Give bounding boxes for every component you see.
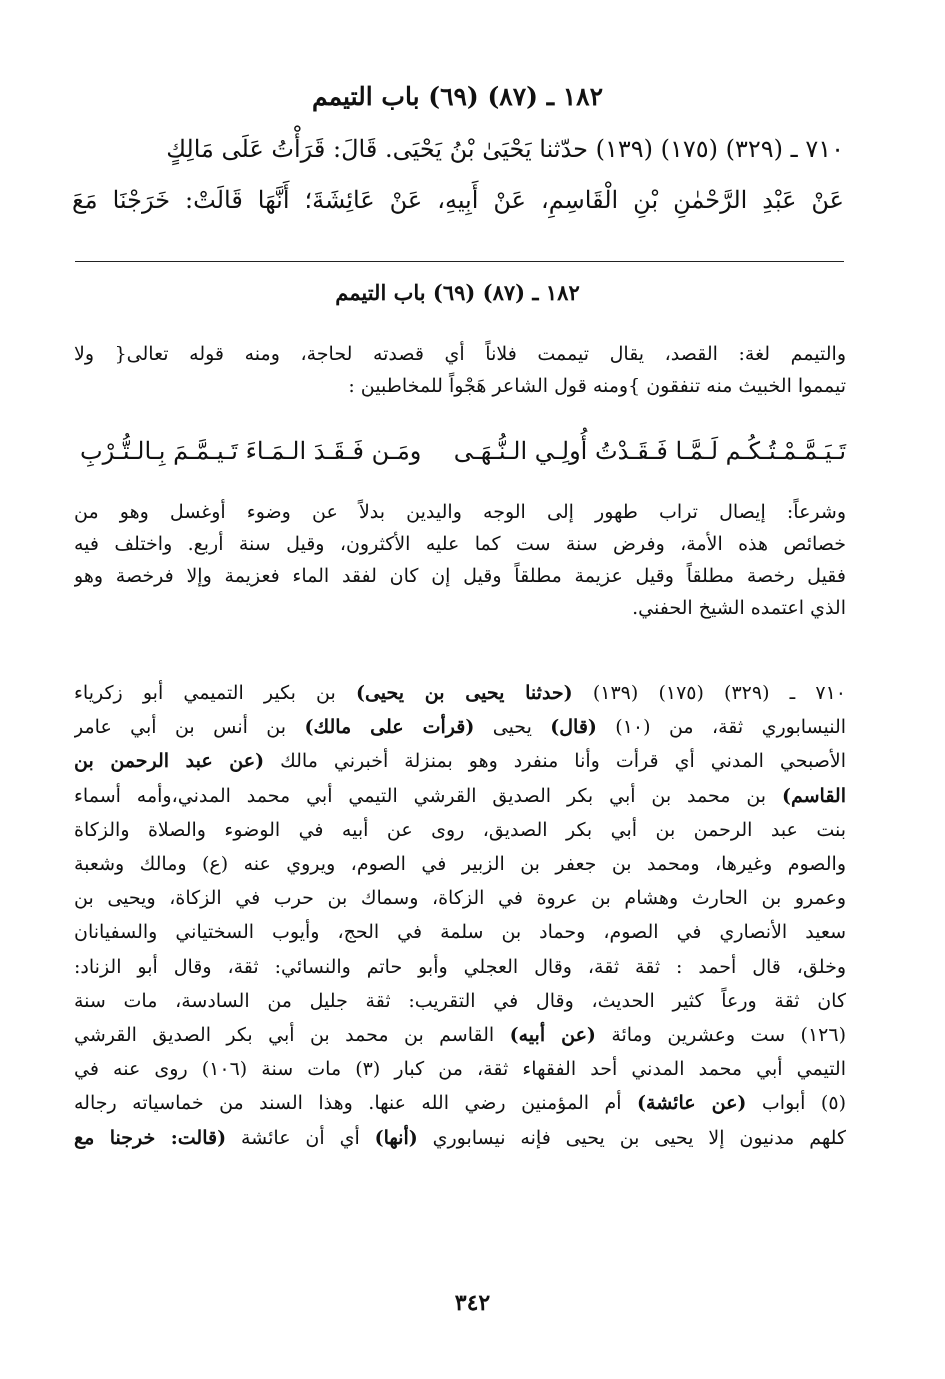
paragraph-line bbox=[74, 744, 846, 778]
commentary-text: يحيى bbox=[474, 716, 551, 739]
quoted-matn: (حدثنا يحيى بن يحيى) bbox=[355, 682, 573, 704]
commentary-text: بن أنس بن أبي عامر bbox=[74, 716, 305, 739]
quoted-matn: القاسم) bbox=[781, 784, 846, 807]
commentary-text: (١٢٦) ست وعشرين ومائة bbox=[595, 1024, 846, 1047]
poetry-verse bbox=[74, 437, 846, 477]
chapter-heading-matn: ١٨٢ ـ (٨٧) (٦٩) باب التيمم bbox=[311, 82, 604, 111]
footnote-divider bbox=[75, 261, 844, 262]
chapter-heading-commentary: ١٨٢ ـ (٨٧) (٦٩) باب التيمم bbox=[335, 280, 580, 305]
paragraph-line: وعمرو بن الحارث وهشام بن عروة في الزكاة، وسماك بن حرب في الزكاة، ويحيى بن bbox=[74, 887, 846, 910]
hadith-matn-line-2: عَنْ عَبْدِ الرَّحْمٰنِ بْنِ الْقَاسِمِ، عَنْ أَبِيهِ، عَنْ عَائِشَةَ؛ أَنَّهَا قَالَتْ: خَرَجْنَا مَعَ bbox=[72, 186, 844, 214]
commentary-text: أم المؤمنين رضي الله عنها. وهذا السند من خماسياته رجاله bbox=[74, 1092, 638, 1115]
paragraph-line: وشرعاً: إيصال تراب طهور إلى الوجه واليدين بدلاً عن وضوء أوغسل وهو من bbox=[74, 501, 846, 523]
commentary-text: القاسم بن محمد بن أبي بكر الصديق القرشي bbox=[74, 1024, 510, 1047]
verse-first-hemistich: تَـيَـمَّـمْـتُـكُـم لَـمَّـا فَـقَـدْتُ أُولِـي الـنُّـهَـى bbox=[453, 437, 846, 465]
commentary-text: الأصبحي المدني أي قرأت وأنا منفرد وهو بمنزلة أخبرني مالك bbox=[264, 750, 846, 773]
paragraph-line: خصائص هذه الأمة، وفرض سنة ست كما عليه الأكثرون، وقيل سنة أربع. واختلف فيه bbox=[74, 533, 846, 555]
paragraph-line bbox=[74, 1086, 846, 1120]
commentary-text: كلهم مدنيون إلا يحيى بن يحيى فإنه نيسابوري bbox=[417, 1126, 846, 1149]
commentary-text: أي أن عائشة bbox=[226, 1126, 375, 1149]
commentary-paragraph bbox=[74, 676, 846, 1155]
linguistic-definition-paragraph bbox=[74, 338, 846, 402]
paragraph-line: فقيل رخصة مطلقاً وقيل عزيمة مطلقاً وقيل إن كان لفقد الماء فعزيمة وإلا فرخصة وهو bbox=[74, 565, 846, 587]
page-number: ٣٤٢ bbox=[454, 1290, 491, 1316]
quoted-matn: (قال) bbox=[550, 716, 597, 739]
paragraph-line: والصوم وغيرها، ومحمد بن جعفر بن الزبير في الصوم، ويروي عنه (ع) ومالك وشعبة bbox=[74, 853, 846, 876]
paragraph-line: كان ثقة ورعاً كثير الحديث، وقال في التقريب: ثقة جليل من السادسة، مات سنة bbox=[74, 989, 846, 1012]
paragraph-line: وخلق، قال أحمد : ثقة ثقة، وقال العجلي وأبو حاتم والنسائي: ثقة، وقال أبو الزناد: bbox=[74, 955, 846, 978]
paragraph-line bbox=[74, 1121, 846, 1155]
quoted-matn: (قالت: خرجنا مع bbox=[74, 1126, 227, 1149]
quoted-matn: (عن عائشة) bbox=[637, 1092, 747, 1115]
paragraph-line: التيمي أبي محمد المدني أحد الفقهاء ثقة، من كبار (٣) مات سنة (١٠٦) روى عنه في bbox=[74, 1058, 846, 1081]
commentary-text: (٥) أبواب bbox=[746, 1092, 846, 1115]
commentary-text: النيسابوري ثقة، من (١٠) bbox=[596, 716, 846, 739]
paragraph-line: الذي اعتمده الشيخ الحفني. bbox=[632, 597, 846, 619]
paragraph-line bbox=[74, 710, 846, 744]
quoted-matn: (قرأت على مالك) bbox=[304, 716, 475, 739]
quoted-matn: (عن عبد الرحمن بن bbox=[74, 750, 265, 773]
paragraph-line: تيمموا الخبيث منه تنفقون }ومنه قول الشاعر هَجْواً للمخاطبين : bbox=[348, 375, 846, 397]
verse-second-hemistich: ومَـن فَـقَـدَ الـمَـاءَ تَـيـمَّـمَ بِـالـتُّـرْبِ bbox=[80, 437, 422, 465]
paragraph-line bbox=[74, 1018, 846, 1052]
paragraph-line: والتيمم لغة: القصد، يقال تيممت فلاناً أي قصدته لحاجة، ومنه قوله تعالى{ ولا bbox=[74, 343, 846, 365]
hadith-matn-line-1: ٧١٠ ـ (٣٢٩) (١٧٥) (١٣٩) حدّثنا يَحْيَىٰ بْنُ يَحْيَى. قَالَ: قَرَأْتُ عَلَى مَالِكٍ bbox=[166, 135, 844, 163]
quoted-matn: (أنها) bbox=[374, 1126, 418, 1149]
hadith-number: ٧١٠ ـ (٣٢٩) (١٧٥) (١٣٩) bbox=[572, 682, 846, 704]
paragraph-line: سعيد الأنصاري في الصوم، وحماد بن سلمة في الحج، وأيوب السختياني والسفيانان bbox=[74, 921, 846, 944]
legal-definition-paragraph bbox=[74, 496, 846, 624]
paragraph-line bbox=[74, 676, 846, 710]
paragraph-line: بنت عبد الرحمن بن أبي بكر الصديق، روى عن أبيه في الوضوء والصلاة والزكاة bbox=[74, 818, 846, 841]
commentary-text: بن بكير التميمي أبو زكرياء bbox=[74, 682, 356, 704]
commentary-text: بن محمد بن أبي بكر الصديق القرشي التيمي أبي محمد المدني،وأمه أسماء bbox=[74, 784, 782, 807]
paragraph-line bbox=[74, 779, 846, 813]
quoted-matn: (عن أبيه) bbox=[509, 1024, 596, 1047]
